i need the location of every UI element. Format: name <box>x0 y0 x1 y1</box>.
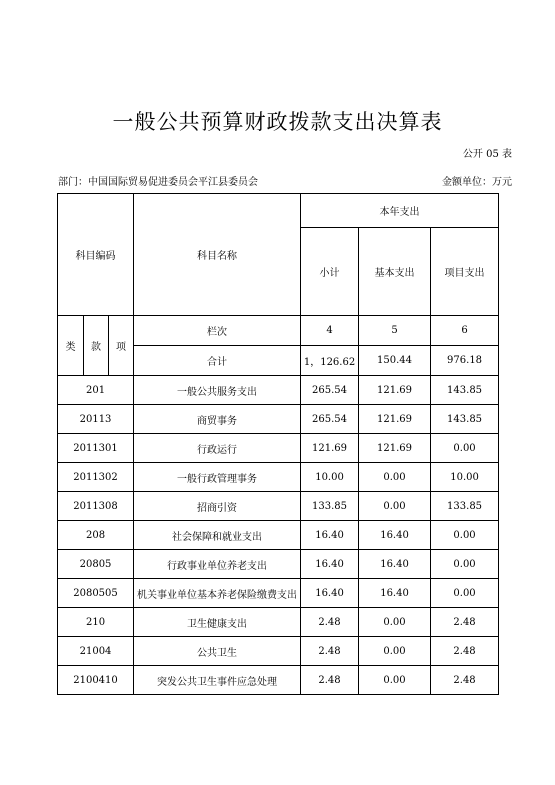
table-row <box>58 434 499 463</box>
table-row <box>58 550 499 579</box>
row-subtotal: 16.40 <box>301 579 359 608</box>
row-basic: 16.40 <box>359 521 431 550</box>
table-row <box>58 608 499 637</box>
total-label: 合计 <box>134 346 301 376</box>
table-row <box>58 666 499 695</box>
row-name: 社会保障和就业支出 <box>134 521 301 550</box>
header-xiang: 项 <box>109 316 134 376</box>
row-subtotal: 2.48 <box>301 637 359 666</box>
form-number: 公开 05 表 <box>462 149 512 160</box>
row-name: 公共卫生 <box>134 637 301 666</box>
row-name: 卫生健康支出 <box>134 608 301 637</box>
header-basic: 基本支出 <box>359 228 431 316</box>
row-subtotal: 16.40 <box>301 550 359 579</box>
unit-label: 金额单位：万元 <box>442 177 512 188</box>
row-code: 21004 <box>58 637 134 666</box>
row-code: 2080505 <box>58 579 134 608</box>
row-name: 行政运行 <box>134 434 301 463</box>
row-code: 2011302 <box>58 463 134 492</box>
expenditure-table <box>57 193 499 695</box>
table-row <box>58 376 499 405</box>
row-basic: 0.00 <box>359 463 431 492</box>
row-code: 210 <box>58 608 134 637</box>
row-code: 2011308 <box>58 492 134 521</box>
header-kuan: 款 <box>84 316 109 376</box>
row-subtotal: 2.48 <box>301 666 359 695</box>
total-subtotal: 1，126.62 <box>301 346 359 376</box>
row-subtotal: 133.85 <box>301 492 359 521</box>
row-project: 0.00 <box>431 579 499 608</box>
row-project: 143.85 <box>431 405 499 434</box>
row-basic: 0.00 <box>359 608 431 637</box>
row-subtotal: 2.48 <box>301 608 359 637</box>
row-project: 2.48 <box>431 637 499 666</box>
row-name: 一般行政管理事务 <box>134 463 301 492</box>
row-name: 一般公共服务支出 <box>134 376 301 405</box>
table-row <box>58 405 499 434</box>
row-code: 2011301 <box>58 434 134 463</box>
row-name: 行政事业单位养老支出 <box>134 550 301 579</box>
row-name: 突发公共卫生事件应急处理 <box>134 666 301 695</box>
column-no-4: 4 <box>301 316 359 346</box>
row-basic: 121.69 <box>359 434 431 463</box>
row-name: 招商引资 <box>134 492 301 521</box>
page-title: 一般公共预算财政拨款支出决算表 <box>112 110 443 134</box>
row-basic: 0.00 <box>359 492 431 521</box>
total-project: 976.18 <box>431 346 499 376</box>
row-name: 商贸事务 <box>134 405 301 434</box>
header-code: 科目编码 <box>58 194 134 316</box>
row-project: 143.85 <box>431 376 499 405</box>
header-project: 项目支出 <box>431 228 499 316</box>
column-no-6: 6 <box>431 316 499 346</box>
row-subtotal: 265.54 <box>301 405 359 434</box>
column-no-5: 5 <box>359 316 431 346</box>
total-basic: 150.44 <box>359 346 431 376</box>
row-basic: 0.00 <box>359 666 431 695</box>
row-subtotal: 10.00 <box>301 463 359 492</box>
row-project: 133.85 <box>431 492 499 521</box>
row-basic: 16.40 <box>359 550 431 579</box>
header-current-year: 本年支出 <box>301 194 499 228</box>
row-project: 0.00 <box>431 550 499 579</box>
row-project: 0.00 <box>431 521 499 550</box>
row-basic: 121.69 <box>359 376 431 405</box>
table-row <box>58 579 499 608</box>
row-code: 20113 <box>58 405 134 434</box>
row-code: 2100410 <box>58 666 134 695</box>
row-subtotal: 121.69 <box>301 434 359 463</box>
header-subtotal: 小计 <box>301 228 359 316</box>
row-subtotal: 265.54 <box>301 376 359 405</box>
header-lei: 类 <box>58 316 84 376</box>
row-code: 208 <box>58 521 134 550</box>
department-label: 部门：中国国际贸易促进委员会平江县委员会 <box>58 177 258 188</box>
row-project: 0.00 <box>431 434 499 463</box>
row-basic: 121.69 <box>359 405 431 434</box>
row-project: 2.48 <box>431 608 499 637</box>
column-no-label: 栏次 <box>134 316 301 346</box>
row-name: 机关事业单位基本养老保险缴费支出 <box>134 579 301 608</box>
row-code: 20805 <box>58 550 134 579</box>
table-row <box>58 637 499 666</box>
row-subtotal: 16.40 <box>301 521 359 550</box>
header-name: 科目名称 <box>134 194 301 316</box>
row-project: 2.48 <box>431 666 499 695</box>
table-row <box>58 463 499 492</box>
row-basic: 16.40 <box>359 579 431 608</box>
table-row <box>58 492 499 521</box>
row-basic: 0.00 <box>359 637 431 666</box>
table-row <box>58 521 499 550</box>
row-project: 10.00 <box>431 463 499 492</box>
row-code: 201 <box>58 376 134 405</box>
